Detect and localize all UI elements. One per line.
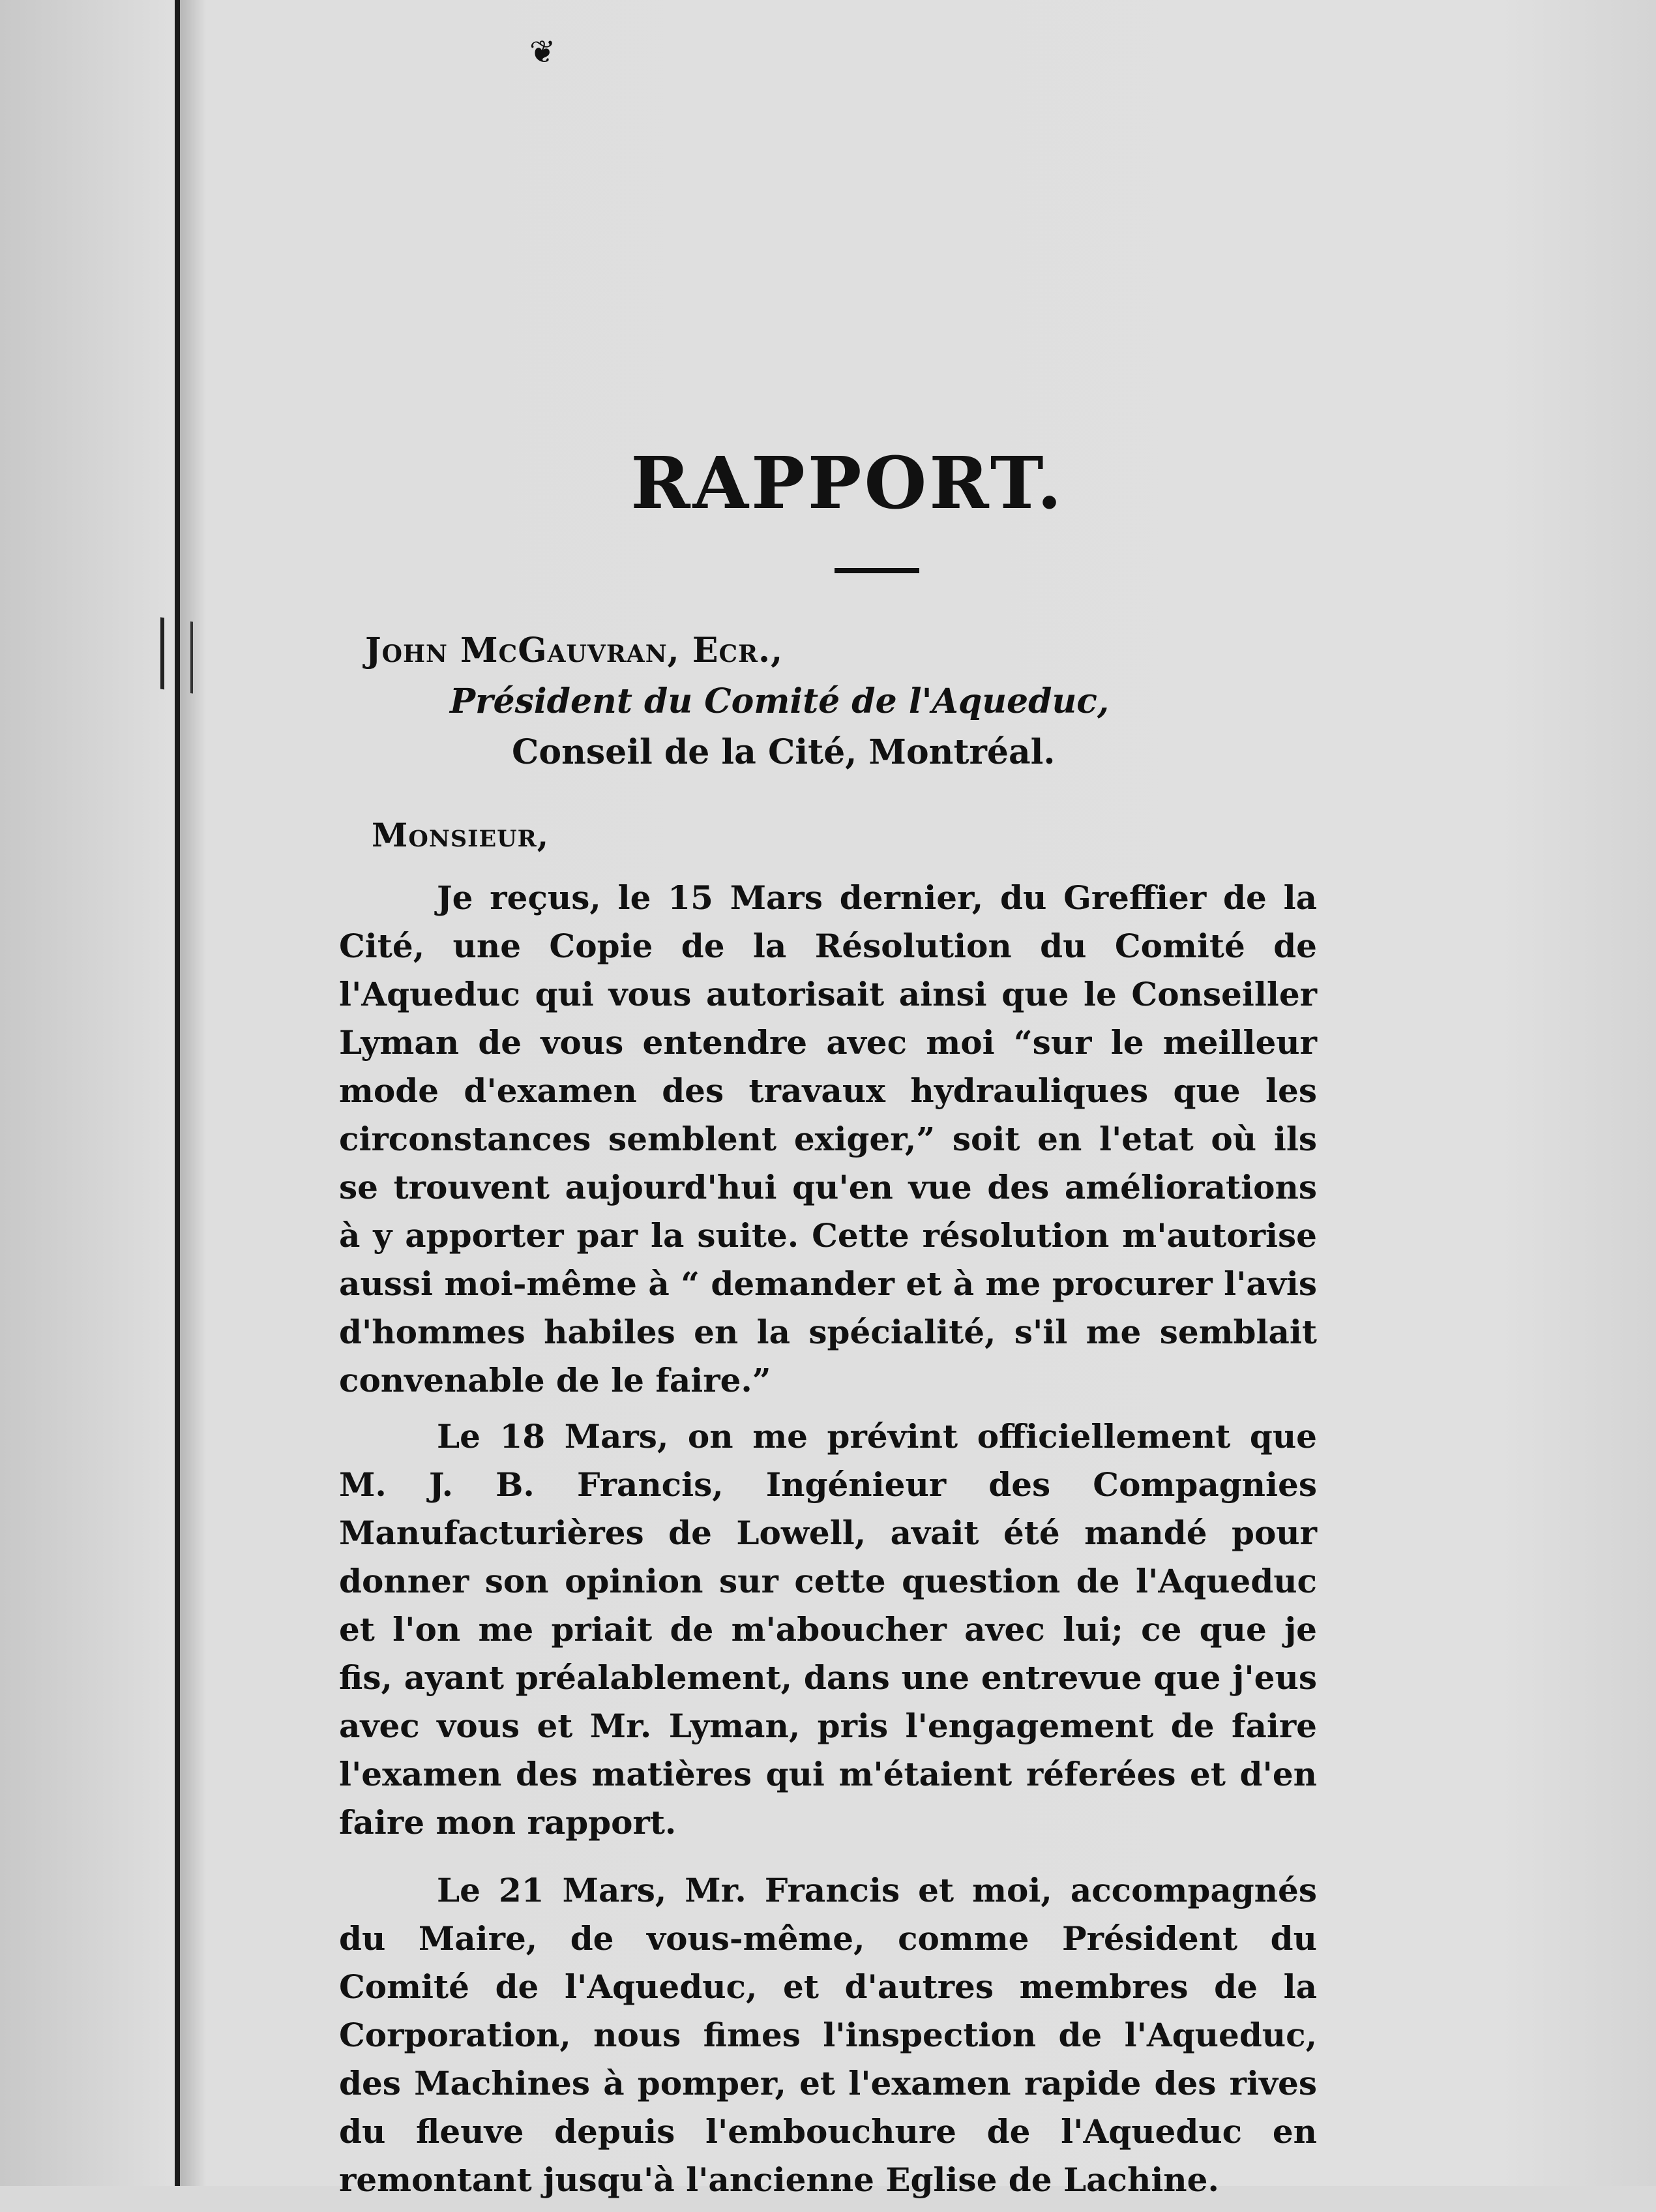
title-rule [835, 568, 919, 573]
paragraph-2: Le 18 Mars, on me prévint officiellement que M. J. B. Francis, Ingénieur des Compagnies Manufacturières de Lowell, avait été mandé pour donner son opinion sur cette question de l'Aqueduc et l'on me priait de m'aboucher avec lui; ce que je fis, ayant préalablement, dans une entrevue que j'eus avec vous et Mr. Lyman, pris l'engagement de faire l'examen des matières qui m'étaient réferées et d'en faire mon rapport. [339, 1417, 1317, 1842]
page-title: RAPPORT. [630, 441, 1065, 525]
addressee-name: John McGauvran, Ecr., [365, 631, 784, 670]
paragraph-1: Je reçus, le 15 Mars dernier, du Greffier de la Cité, une Copie de la Résolution du Comité de l'Aqueduc qui vous autorisait ainsi que le Conseiller Lyman de vous entendre avec moi “sur le meilleur mode d'examen des travaux hydrauliques que les circonstances semblent exiger,” soit en l'etat où ils se trouvent aujourd'hui qu'en vue des améliorations à y apporter par la suite. Cette résolution m'autorise aussi moi-même à “ demander et à me procurer l'avis d'hommes habiles en la spécialité, s'il me semblait convenable de le faire.” [339, 878, 1317, 1399]
ink-blot-icon: ❦ [529, 34, 556, 70]
address-block [339, 625, 1317, 778]
salutation: Monsieur, [372, 816, 550, 854]
paragraph-3: Le 21 Mars, Mr. Francis et moi, accompagnés du Maire, de vous-même, comme Président du Comité de l'Aqueduc, et d'autres membres de la Corporation, nous fimes l'inspection de l'Aqueduc, des Machines à pomper, et l'examen rapide des rives du fleuve depuis l'embouchure de l'Aqueduc en remontant jusqu'à l'ancienne Eglise de Lachine. [339, 1871, 1317, 2199]
binding-edge [175, 0, 180, 2186]
binding-clip [160, 617, 193, 693]
addressee-role: Président du Comité de l'Aqueduc, [450, 681, 1110, 721]
binding-shadow [180, 0, 206, 2186]
report-body [339, 443, 1317, 2212]
addressee-place: Conseil de la Cité, Montréal. [512, 732, 1056, 772]
